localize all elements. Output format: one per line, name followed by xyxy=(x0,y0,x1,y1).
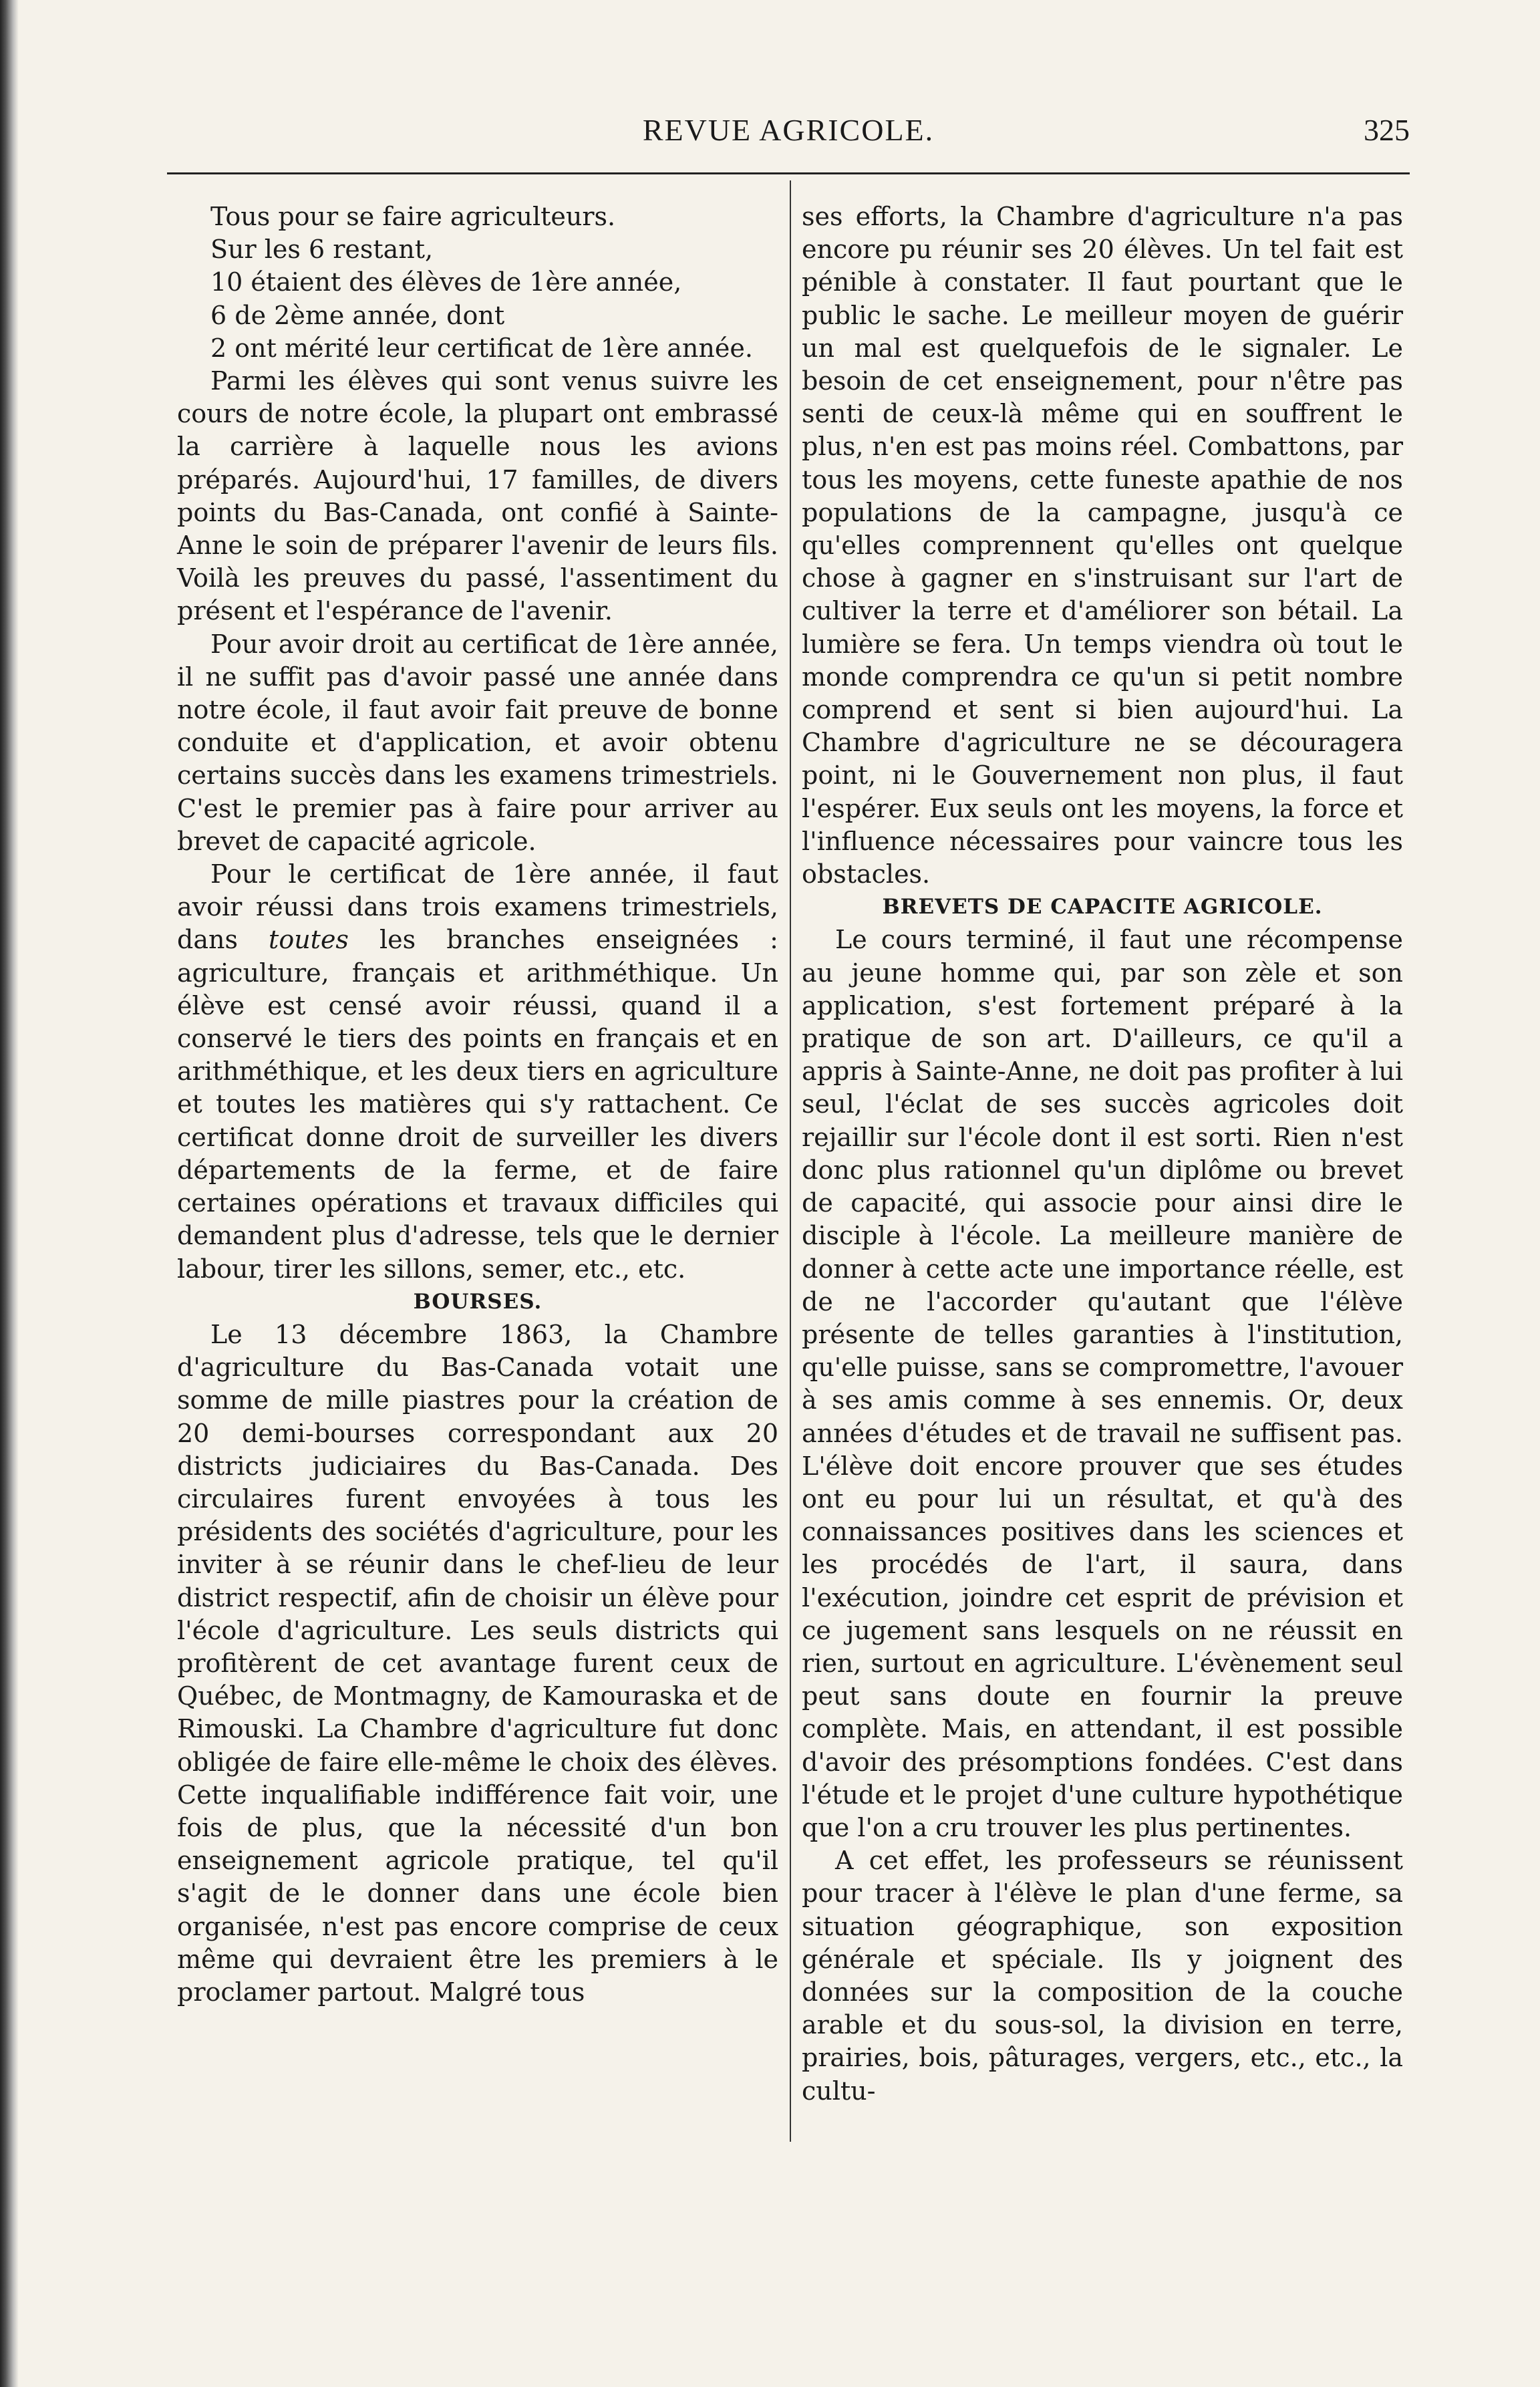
section-heading-bourses: BOURSES. xyxy=(413,1289,543,1314)
paragraph: Le 13 décembre 1863, la Chambre d'agriculture du Bas-Canada votait une somme de mille piastres pour la création de 20 demi-bourses correspondant aux 20 districts judiciaires du Bas-Canada. Des circulaires furent envoyées à tous les présidents des sociétés d'agriculture, pour les inviter à se réunir dans le chef-lieu de leur district respectif, afin de choisir un élève pour l'école d'agriculture. Les seuls districts qui profitèrent de cet avantage furent ceux de Québec, de Montmagny, de Kamouraska et de Rimouski. La Chambre d'agriculture fut donc obligée de faire elle-même le choix des élèves. Cette inqualifiable indifférence fait voir, une fois de plus, que la nécessité d'un bon enseignement agricole pratique, tel qu'il s'agit de le donner dans une école bien organisée, n'est pas encore comprise de ceux même qui devraient être les premiers à le proclamer partout. Malgré tous xyxy=(177,1319,778,2007)
right-column xyxy=(802,200,1403,2108)
page-number: 325 xyxy=(1364,113,1410,147)
paragraph xyxy=(177,858,778,1286)
list-line: 2 ont mérité leur certificat de 1ère année. xyxy=(210,333,753,363)
paragraph: ses efforts, la Chambre d'agriculture n'a pas encore pu réunir ses 20 élèves. Un tel fait est pénible à constater. Il faut pourtant que le public le sache. Le meilleur moyen de guérir un mal est quelquefois de le signaler. Le besoin de cet enseignement, pour n'être pas senti de ceux-là même qui en souffrent le plus, n'en est pas moins réel. Combattons, par tous les moyens, cette funeste apathie de nos populations de la campagne, jusqu'à ce qu'elles comprennent qu'elles ont quelque chose à gagner en s'instruisant sur l'art de cultiver la terre et d'améliorer son bétail. La lumière se fera. Un temps viendra où tout le monde comprendra ce qu'un si petit nombre comprend et sent si bien aujourd'hui. La Chambre d'agriculture ne se découragera point, ni le Gouvernement non plus, il faut l'espérer. Eux seuls ont les moyens, la force et l'influence nécessaires pour vaincre tous les obstacles. xyxy=(802,202,1403,889)
left-column xyxy=(177,200,778,2009)
text-run: les branches enseignées : agriculture, français et arithméthique. Un élève est censé avoir réussi, quand il a conservé le tiers des points en français et en arithméthique, et les deux tiers en agriculture et toutes les matières qui s'y rattachent. Ce certificat donne droit de surveiller les divers départements de la ferme, et de faire certaines opérations et travaux difficiles qui demandent plus d'adresse, tels que le dernier labour, tirer les sillons, semer, etc., etc. xyxy=(177,925,778,1284)
section-heading-brevets: BREVETS DE CAPACITE AGRICOLE. xyxy=(882,895,1323,920)
running-title: REVUE AGRICOLE. xyxy=(642,113,935,147)
header-rule xyxy=(167,172,1410,174)
list-line: 10 étaient des élèves de 1ère année, xyxy=(210,267,682,297)
paragraph: Le cours terminé, il faut une récompense au jeune homme qui, par son zèle et son application, s'est fortement préparé à la pratique de son art. D'ailleurs, ce qu'il a appris à Sainte-Anne, ne doit pas profiter à lui seul, l'éclat de ses succès agricoles doit rejaillir sur l'école dont il est sorti. Rien n'est donc plus rationnel qu'un diplôme ou brevet de capacité, qui associe pour ainsi dire le disciple à l'école. La meilleure manière de donner à cette acte une importance réelle, est de ne l'accorder qu'autant que l'élève présente de telles garanties à l'institution, qu'elle puisse, sans se compromettre, l'avouer à ses amis comme à ses ennemis. Or, deux années d'études et de travail ne suffisent pas. L'élève doit encore prouver que ses études ont eu pour lui un résultat, et qu'à des connaissances positives dans les sciences et les procédés de l'art, il saura, dans l'exécution, joindre cet esprit de prévision et ce jugement sans lesquels on ne réussit en rien, surtout en agriculture. L'évènement seul peut sans doute en fournir la preuve complète. Mais, en attendant, il est possible d'avoir des présomptions fondées. C'est dans l'étude et le projet d'une culture hypothétique que l'on a cru trouver les plus pertinentes. xyxy=(802,925,1403,1842)
column-divider xyxy=(790,180,791,2142)
paragraph: A cet effet, les professeurs se réunissent pour tracer à l'élève le plan d'une ferme, sa situation géographique, son exposition générale et spéciale. Ils y joignent des données sur la composition de la couche arable et du sous-sol, la division en terre, prairies, bois, pâturages, vergers, etc., etc., la cultu- xyxy=(802,1846,1403,2106)
paragraph: Tous pour se faire agriculteurs. xyxy=(210,202,616,231)
text-run: Pour le certificat de 1ère année, il faut avoir réussi dans trois examens trimestriels, dans xyxy=(177,859,778,955)
paragraph: Sur les 6 restant, xyxy=(210,235,434,265)
paragraph: Pour avoir droit au certificat de 1ère année, il ne suffit pas d'avoir passé une année dans notre école, il faut avoir fait preuve de bonne conduite et d'application, et avoir obtenu certains succès dans les examens trimestriels. C'est le premier pas à faire pour arriver au brevet de capacité agricole. xyxy=(177,629,778,856)
list-line: 6 de 2ème année, dont xyxy=(210,300,505,330)
emphasis: toutes xyxy=(269,925,349,955)
page-header xyxy=(167,112,1410,166)
binding-edge xyxy=(0,0,19,2387)
paragraph: Parmi les élèves qui sont venus suivre les cours de notre école, la plupart ont embrassé la carrière à laquelle nous les avions préparés. Aujourd'hui, 17 familles, de divers points du Bas-Canada, ont confié à Sainte-Anne le soin de préparer l'avenir de leurs fils. Voilà les preuves du passé, l'assentiment du présent et l'espérance de l'avenir. xyxy=(177,366,778,626)
